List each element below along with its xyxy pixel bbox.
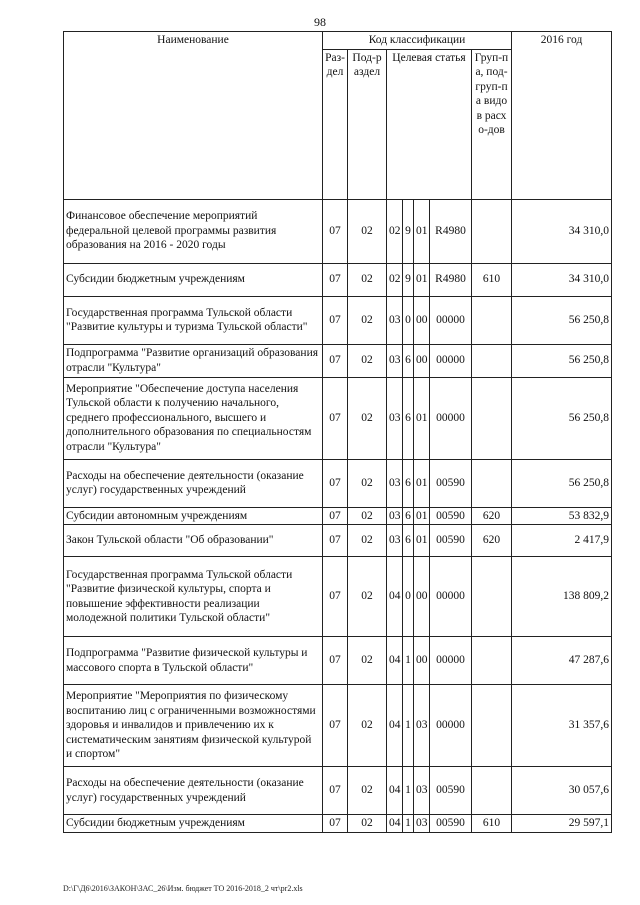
row-expense-group [472,344,512,377]
row-section: 07 [323,685,348,767]
row-name: Мероприятие "Мероприятия по физическому воспитанию лиц с ограниченными возможностями здоровья и инвалидов и привлечению их к систематическим занятиям физической культурой и спортом" [64,685,323,767]
row-amount: 29 597,1 [512,815,612,833]
row-target-event: 00 [414,637,430,685]
row-subsection: 02 [348,637,387,685]
row-subsection: 02 [348,507,387,525]
row-target-direction: 00000 [430,377,472,459]
header-name: Наименование [64,32,323,200]
row-target-event: 00 [414,344,430,377]
table-row [64,344,612,377]
row-target-direction: 00590 [430,525,472,557]
row-target-program: 03 [387,507,403,525]
row-name: Субсидии бюджетным учреждениям [64,263,323,296]
row-amount: 138 809,2 [512,557,612,637]
row-section: 07 [323,507,348,525]
row-target-direction: 00590 [430,507,472,525]
row-target-subprogram: 9 [403,199,414,263]
row-expense-group: 620 [472,525,512,557]
row-expense-group [472,767,512,815]
header-subsection: Под-раздел [348,49,387,199]
table-row [64,263,612,296]
row-target-direction: 00000 [430,557,472,637]
row-target-direction: R4980 [430,263,472,296]
table-row [64,507,612,525]
row-subsection: 02 [348,557,387,637]
row-target-program: 04 [387,767,403,815]
row-expense-group [472,377,512,459]
table-body [64,199,612,832]
row-target-program: 03 [387,377,403,459]
row-section: 07 [323,557,348,637]
row-section: 07 [323,459,348,507]
table-row [64,637,612,685]
row-expense-group: 610 [472,263,512,296]
row-section: 07 [323,637,348,685]
row-name: Финансовое обеспечение мероприятий федеральной целевой программы развития образования на 2016 - 2020 годы [64,199,323,263]
header-year: 2016 год [512,32,612,200]
row-amount: 34 310,0 [512,263,612,296]
row-target-direction: 00000 [430,637,472,685]
row-target-subprogram: 6 [403,344,414,377]
row-section: 07 [323,525,348,557]
header-section: Раз-дел [323,49,348,199]
row-section: 07 [323,263,348,296]
header-classification-code: Код классификации [323,32,512,50]
row-amount: 2 417,9 [512,525,612,557]
row-expense-group [472,296,512,344]
table-row [64,685,612,767]
row-target-subprogram: 1 [403,685,414,767]
footer-file-path: D:\Г\Д6\2016\ЗАКОН\ЗАС_26\Изм. бюджет ТО 2016-2018_2 чт\pr2.xls [63,884,303,893]
row-target-subprogram: 6 [403,525,414,557]
table-row [64,296,612,344]
table-row [64,459,612,507]
table-row [64,377,612,459]
row-target-program: 03 [387,459,403,507]
row-target-event: 03 [414,767,430,815]
row-subsection: 02 [348,296,387,344]
row-target-program: 04 [387,637,403,685]
row-section: 07 [323,296,348,344]
page-number: 98 [314,15,326,29]
row-target-event: 01 [414,263,430,296]
row-section: 07 [323,377,348,459]
table-row [64,767,612,815]
header-target-item: Целевая статья [387,49,472,199]
row-target-program: 04 [387,557,403,637]
row-name: Подпрограмма "Развитие физической культуры и массового спорта в Тульской области" [64,637,323,685]
row-amount: 56 250,8 [512,296,612,344]
row-expense-group [472,557,512,637]
row-subsection: 02 [348,459,387,507]
table-row [64,815,612,833]
row-target-direction: 00590 [430,767,472,815]
row-target-event: 00 [414,557,430,637]
row-subsection: 02 [348,263,387,296]
row-name: Закон Тульской области "Об образовании" [64,525,323,557]
row-subsection: 02 [348,685,387,767]
row-target-event: 01 [414,525,430,557]
row-amount: 31 357,6 [512,685,612,767]
row-subsection: 02 [348,525,387,557]
row-target-subprogram: 0 [403,557,414,637]
table-row [64,199,612,263]
row-target-program: 03 [387,344,403,377]
row-target-event: 03 [414,685,430,767]
row-amount: 34 310,0 [512,199,612,263]
row-target-direction: 00000 [430,344,472,377]
row-target-subprogram: 9 [403,263,414,296]
row-expense-group [472,637,512,685]
row-section: 07 [323,344,348,377]
row-target-subprogram: 1 [403,815,414,833]
row-amount: 56 250,8 [512,344,612,377]
row-subsection: 02 [348,767,387,815]
row-target-direction: 00000 [430,685,472,767]
row-expense-group [472,199,512,263]
row-target-event: 00 [414,296,430,344]
row-target-program: 04 [387,815,403,833]
row-name: Расходы на обеспечение деятельности (оказание услуг) государственных учреждений [64,767,323,815]
table-row [64,557,612,637]
row-expense-group: 610 [472,815,512,833]
row-expense-group [472,685,512,767]
row-subsection: 02 [348,815,387,833]
row-name: Расходы на обеспечение деятельности (оказание услуг) государственных учреждений [64,459,323,507]
row-target-program: 03 [387,525,403,557]
budget-table [63,31,612,833]
row-name: Мероприятие "Обеспечение доступа населения Тульской области к получению начального, среднего профессионального, высшего и дополнительного образования по специальностям отрасли "Культура" [64,377,323,459]
row-target-program: 02 [387,199,403,263]
row-subsection: 02 [348,344,387,377]
row-target-direction: 00590 [430,815,472,833]
row-section: 07 [323,199,348,263]
row-name: Государственная программа Тульской области "Развитие культуры и туризма Тульской области" [64,296,323,344]
row-amount: 47 287,6 [512,637,612,685]
row-target-event: 01 [414,507,430,525]
row-subsection: 02 [348,377,387,459]
row-amount: 30 057,6 [512,767,612,815]
row-target-event: 01 [414,459,430,507]
row-amount: 56 250,8 [512,377,612,459]
row-target-subprogram: 6 [403,377,414,459]
row-target-program: 03 [387,296,403,344]
row-target-direction: R4980 [430,199,472,263]
row-name: Субсидии бюджетным учреждениям [64,815,323,833]
header-expense-group: Груп-па, под-груп-па видов расхо-дов [472,49,512,199]
row-name: Государственная программа Тульской области "Развитие физической культуры, спорта и повышение эффективности реализации молодежной политики Тульской области" [64,557,323,637]
row-name: Подпрограмма "Развитие организаций образования отрасли "Культура" [64,344,323,377]
row-target-event: 01 [414,377,430,459]
row-target-direction: 00000 [430,296,472,344]
row-expense-group: 620 [472,507,512,525]
table-row [64,525,612,557]
row-target-event: 01 [414,199,430,263]
row-target-program: 02 [387,263,403,296]
row-name: Субсидии автономным учреждениям [64,507,323,525]
row-target-program: 04 [387,685,403,767]
row-target-direction: 00590 [430,459,472,507]
row-target-subprogram: 1 [403,637,414,685]
row-amount: 56 250,8 [512,459,612,507]
row-subsection: 02 [348,199,387,263]
row-section: 07 [323,815,348,833]
row-target-subprogram: 6 [403,459,414,507]
row-amount: 53 832,9 [512,507,612,525]
row-target-subprogram: 0 [403,296,414,344]
row-section: 07 [323,767,348,815]
row-expense-group [472,459,512,507]
row-target-subprogram: 1 [403,767,414,815]
row-target-subprogram: 6 [403,507,414,525]
row-target-event: 03 [414,815,430,833]
